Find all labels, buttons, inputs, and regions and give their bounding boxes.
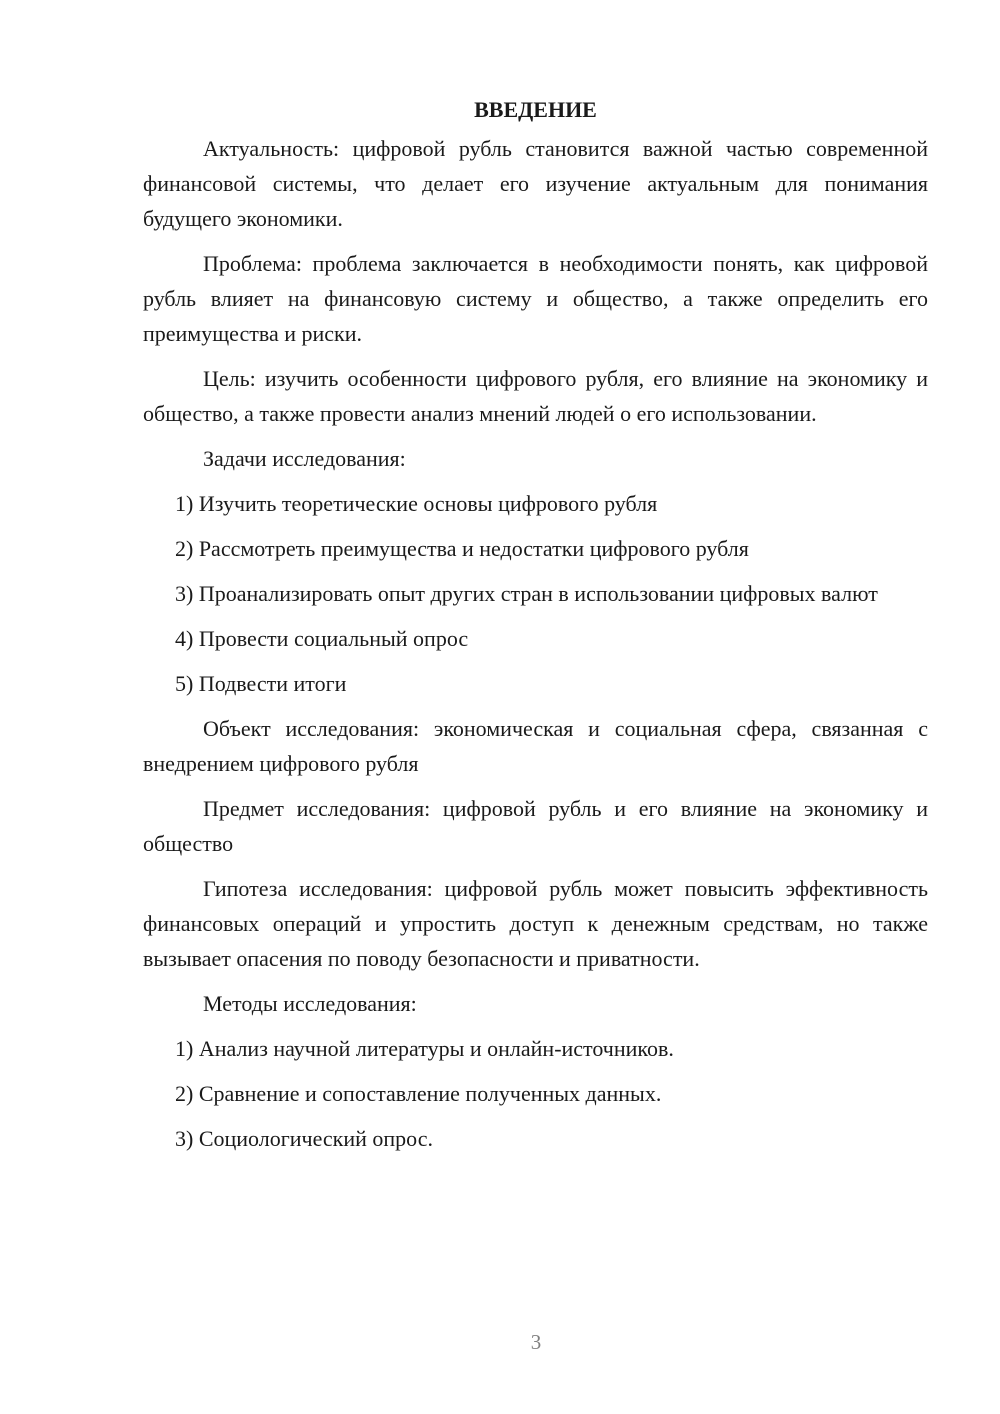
section-heading: ВВЕДЕНИЕ [474, 97, 597, 122]
subject-paragraph: Предмет исследования: цифровой рубль и его влияние на экономику и общество [143, 796, 928, 856]
task-item: 4) Провести социальный опрос [175, 626, 469, 651]
method-item: 3) Социологический опрос. [175, 1126, 433, 1151]
page-number: 3 [530, 1330, 542, 1354]
relevance-paragraph: Актуальность: цифровой рубль становится важной частью современной финансовой системы, что делает его изучение актуальным для понимания будущего экономики. [143, 136, 928, 231]
tasks-label: Задачи исследования: [203, 446, 406, 471]
problem-paragraph: Проблема: проблема заключается в необходимости понять, как цифровой рубль влияет на финансовую систему и общество, а также определить его преимущества и риски. [143, 251, 928, 346]
method-item: 1) Анализ научной литературы и онлайн-источников. [175, 1036, 674, 1061]
object-paragraph: Объект исследования: экономическая и социальная сфера, связанная с внедрением цифрового рубля [143, 716, 928, 776]
task-item: 1) Изучить теоретические основы цифрового рубля [175, 491, 658, 516]
page-content [143, 92, 928, 1166]
task-item: 5) Подвести итоги [175, 671, 347, 696]
task-item: 3) Проанализировать опыт других стран в использовании цифровых валют [175, 581, 878, 606]
task-item: 2) Рассмотреть преимущества и недостатки цифрового рубля [175, 536, 749, 561]
method-item: 2) Сравнение и сопоставление полученных данных. [175, 1081, 662, 1106]
goal-paragraph: Цель: изучить особенности цифрового рубля, его влияние на экономику и общество, а также провести анализ мнений людей о его использовании. [143, 366, 928, 426]
hypothesis-paragraph: Гипотеза исследования: цифровой рубль может повысить эффективность финансовых операций и упростить доступ к денежным средствам, но также вызывает опасения по поводу безопасности и приватности. [143, 876, 928, 971]
methods-label: Методы исследования: [203, 991, 417, 1016]
